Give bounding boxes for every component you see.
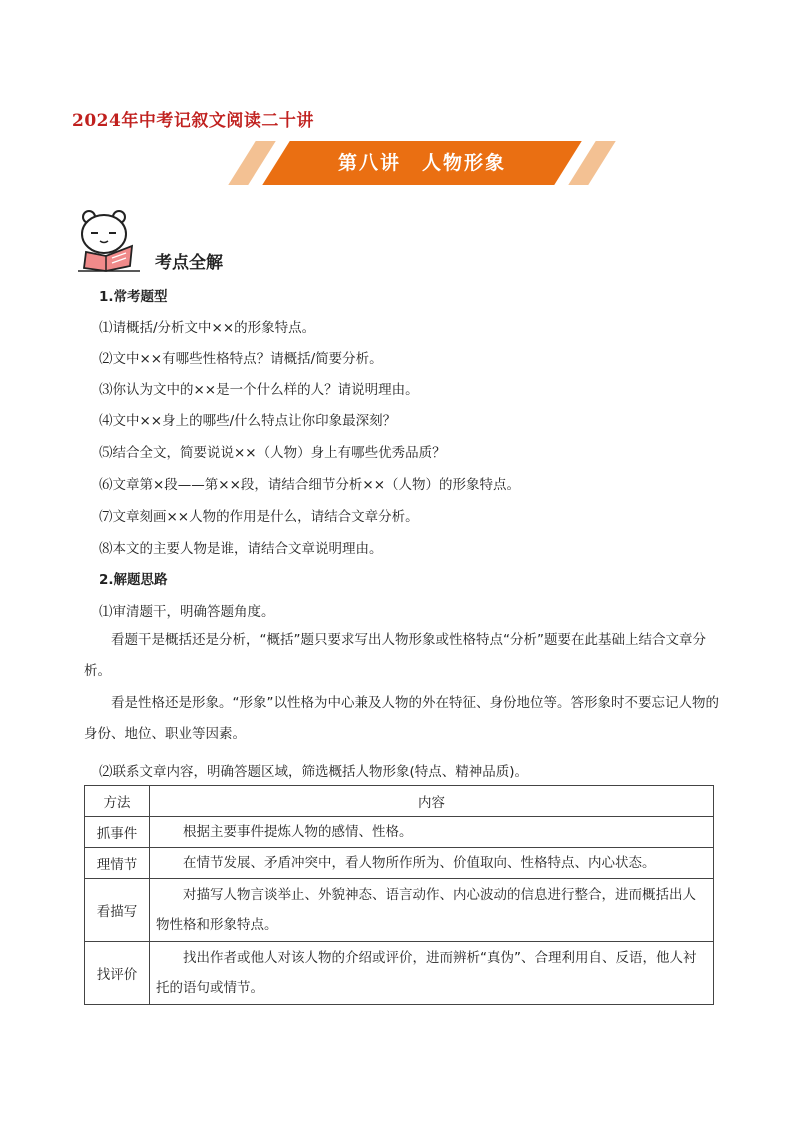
table-row xyxy=(85,848,714,879)
method-cell: 找评价 xyxy=(85,942,150,1005)
section-title: 考点全解 xyxy=(155,253,223,273)
question-item: ⑷文中××身上的哪些/什么特点让你印象最深刻？ xyxy=(99,413,397,429)
part2-heading: 2.解题思路 xyxy=(99,572,168,588)
table-row xyxy=(85,817,714,848)
content-cell: 找出作者或他人对该人物的介绍或评价，进而辨析“真伪”、合理利用自、反语，他人衬托的语句或情节。 xyxy=(150,942,714,1005)
question-item: ⑺文章刻画××人物的作用是什么，请结合文章分析。 xyxy=(99,509,419,525)
content-cell: 对描写人物言谈举止、外貌神态、语言动作、内心波动的信息进行整合，进而概括出人物性格和形象特点。 xyxy=(150,879,714,942)
step-1: ⑴审清题干，明确答题角度。 xyxy=(99,604,275,620)
header-content: 内容 xyxy=(150,786,714,817)
method-cell: 理情节 xyxy=(85,848,150,879)
paragraph-summary-vs-analysis: 看题干是概括还是分析，“概括”题只要求写出人物形象或性格特点“分析”题要在此基础上结合文章分析。 xyxy=(84,632,706,679)
question-item: ⑸结合全文，简要说说××（人物）身上有哪些优秀品质？ xyxy=(99,445,446,461)
paragraph-character-vs-image: 看是性格还是形象。“形象”以性格为中心兼及人物的外在特征、身份地位等。答形象时不要忘记人物的身份、地位、职业等因素。 xyxy=(84,695,719,742)
question-item: ⑶你认为文中的××是一个什么样的人？请说明理由。 xyxy=(99,382,419,398)
question-item: ⑻本文的主要人物是谁，请结合文章说明理由。 xyxy=(99,541,383,557)
method-cell: 看描写 xyxy=(85,879,150,942)
lecture-banner xyxy=(230,141,614,185)
content-cell: 在情节发展、矛盾冲突中，看人物所作所为、价值取向、性格特点、内心状态。 xyxy=(150,848,714,879)
table-row xyxy=(85,942,714,1005)
question-item: ⑵文中××有哪些性格特点？请概括/简要分析。 xyxy=(99,351,383,367)
reading-bear-icon xyxy=(76,208,146,272)
header-method: 方法 xyxy=(85,786,150,817)
content-cell: 根据主要事件提炼人物的感情、性格。 xyxy=(150,817,714,848)
question-item: ⑴请概括/分析文中××的形象特点。 xyxy=(99,320,316,336)
series-title: 2024年中考记叙文阅读二十讲 xyxy=(72,111,314,131)
table-header-row xyxy=(85,786,714,817)
step-2: ⑵联系文章内容，明确答题区域，筛选概括人物形象(特点、精神品质)。 xyxy=(99,764,529,780)
part1-heading: 1.常考题型 xyxy=(99,289,168,305)
lecture-title: 第八讲 人物形象 xyxy=(337,152,506,174)
question-item: ⑹文章第×段——第××段，请结合细节分析××（人物）的形象特点。 xyxy=(99,477,521,493)
table-row xyxy=(85,879,714,942)
methods-table xyxy=(84,785,714,1005)
method-cell: 抓事件 xyxy=(85,817,150,848)
